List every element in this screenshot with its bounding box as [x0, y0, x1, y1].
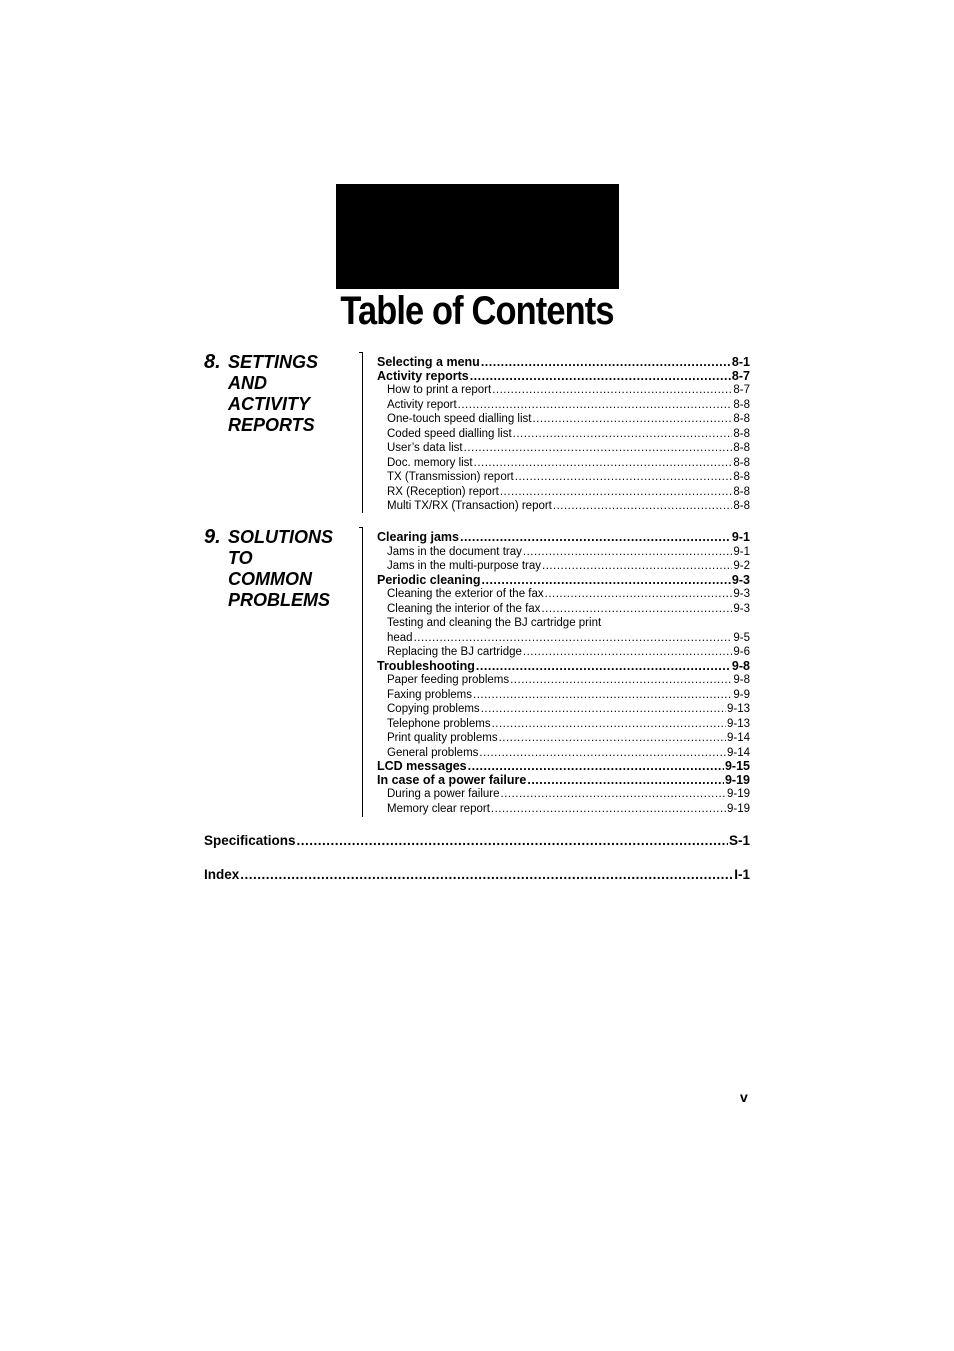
chapter-8-divider [362, 352, 363, 513]
toc-subentry[interactable]: Copying problems ..... 9-13 [377, 702, 750, 717]
toc-subentry-wrap[interactable]: Testing and cleaning the BJ cartridge print [387, 617, 602, 629]
chapter-8-title-line: REPORTS [228, 415, 315, 435]
toc-subentry[interactable]: Print quality problems ..... 9-14 [377, 731, 750, 746]
toc-subentry[interactable]: Coded speed dialling list ..... 8-8 [377, 427, 750, 442]
toc-subentry[interactable]: RX (Reception) report ..... 8-8 [377, 485, 750, 500]
toc-subentry[interactable]: Cleaning the interior of the fax ..... 9-3 [377, 602, 750, 617]
page-title: Table of Contents [340, 289, 614, 333]
toc-subentry[interactable]: Cleaning the exterior of the fax ..... 9-3 [377, 587, 750, 602]
toc-entry[interactable]: Clearing jams ..... 9-1 [377, 531, 750, 545]
toc-subentry[interactable]: Doc. memory list ..... 8-8 [377, 456, 750, 471]
toc-entry[interactable]: Troubleshooting ..... 9-8 [377, 660, 750, 674]
toc-entry[interactable]: Activity reports ..... 8-7 [377, 370, 750, 384]
toc-index-entry[interactable]: Index ..... I-1 [204, 867, 750, 882]
toc-subentry[interactable]: Jams in the document tray ..... 9-1 [377, 545, 750, 560]
toc-subentry[interactable]: Replacing the BJ cartridge ..... 9-6 [377, 645, 750, 660]
toc-subentry[interactable]: How to print a report ..... 8-7 [377, 383, 750, 398]
chapter-8-entries [377, 356, 750, 514]
toc-subentry[interactable]: During a power failure ..... 9-19 [377, 787, 750, 802]
chapter-8-title-line: ACTIVITY [228, 394, 311, 414]
toc-subentry[interactable]: Activity report ..... 8-8 [377, 398, 750, 413]
toc-entry[interactable]: In case of a power failure ..... 9-19 [377, 774, 750, 788]
chapter-9-entries [377, 531, 750, 816]
toc-subentry[interactable]: TX (Transmission) report ..... 8-8 [377, 470, 750, 485]
toc-subentry[interactable]: Memory clear report ..... 9-19 [377, 802, 750, 817]
page-number: v [740, 1089, 748, 1105]
toc-subentry[interactable]: Multi TX/RX (Transaction) report ..... 8-8 [377, 499, 750, 514]
toc-subentry[interactable]: One-touch speed dialling list ..... 8-8 [377, 412, 750, 427]
toc-subentry[interactable]: head ..... 9-5 [377, 631, 750, 646]
toc-subentry[interactable]: User’s data list ..... 8-8 [377, 441, 750, 456]
toc-entry[interactable]: Selecting a menu ..... 8-1 [377, 356, 750, 370]
toc-entry[interactable]: Periodic cleaning ..... 9-3 [377, 574, 750, 588]
toc-entry[interactable]: LCD messages ..... 9-15 [377, 760, 750, 774]
toc-specifications-entry[interactable]: Specifications ..... S-1 [204, 833, 750, 848]
chapter-9-title-line: PROBLEMS [228, 590, 331, 610]
toc-subentry[interactable]: Faxing problems ..... 9-9 [377, 688, 750, 703]
toc-subentry[interactable]: Jams in the multi-purpose tray ..... 9-2 [377, 559, 750, 574]
chapter-tab-block [336, 184, 619, 289]
chapter-9-number: 9. [204, 526, 221, 548]
chapter-8-title-line: SETTINGS AND [228, 352, 319, 393]
chapter-9-title-line: SOLUTIONS TO [228, 527, 334, 568]
chapter-8-number: 8. [204, 351, 221, 373]
toc-subentry[interactable]: General problems ..... 9-14 [377, 746, 750, 761]
chapter-9-title-line: COMMON [228, 569, 312, 589]
chapter-9-divider [362, 527, 363, 817]
toc-subentry[interactable]: Paper feeding problems ..... 9-8 [377, 673, 750, 688]
toc-subentry[interactable]: Telephone problems ..... 9-13 [377, 717, 750, 732]
